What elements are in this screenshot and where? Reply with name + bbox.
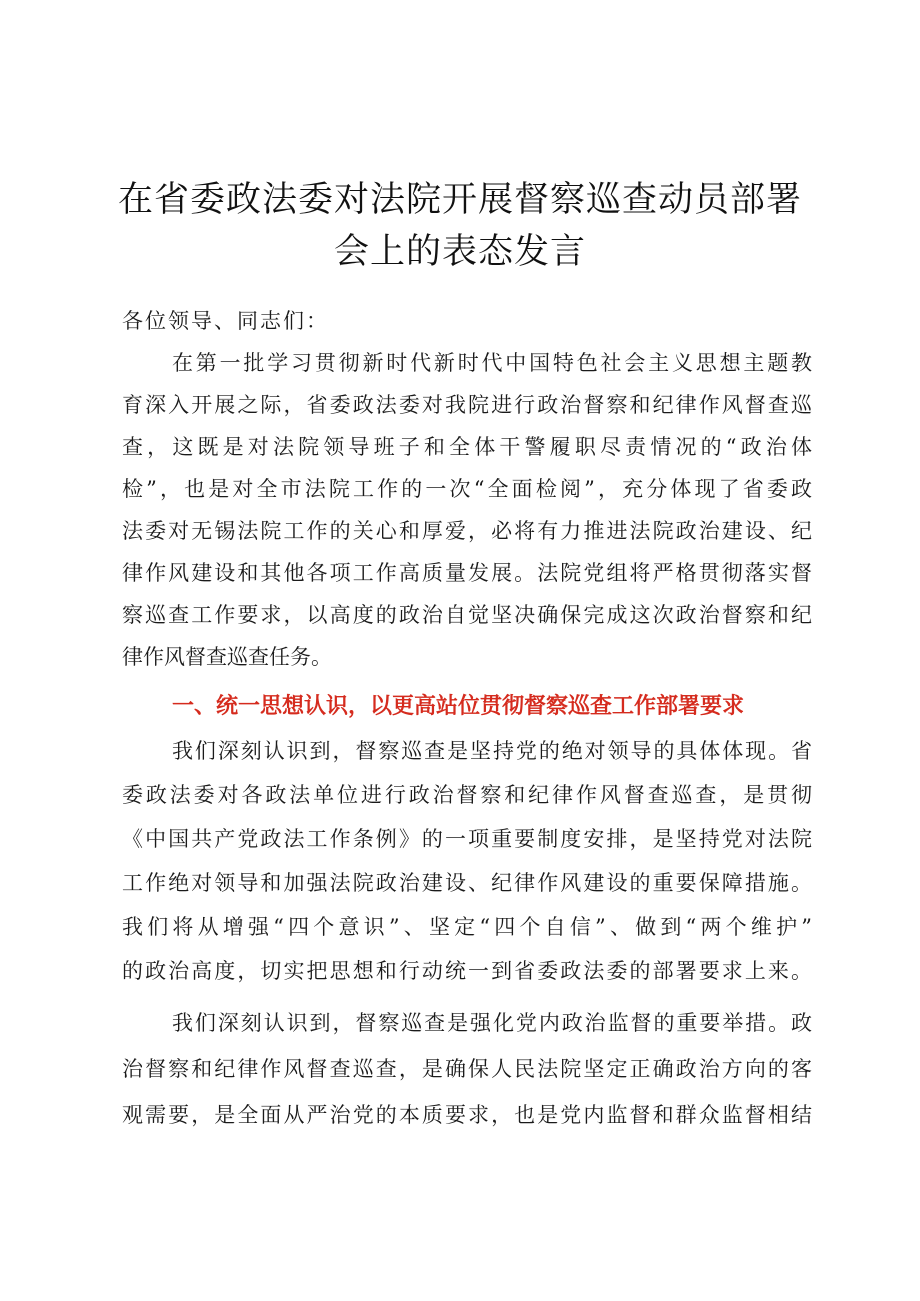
paragraph-2-line: 委政法委对各政法单位进行政治督察和纪律作风督查巡查，是贯彻: [122, 783, 812, 807]
section-heading-1: 一、统一思想认识，以更高站位贯彻督察巡查工作部署要求: [172, 694, 745, 719]
paragraph-2-line: 工作绝对领导和加强法院政治建设、纪律作风建设的重要保障措施。: [122, 871, 812, 895]
paragraph-2-line: 我们将从增强“四个意识”、坚定“四个自信”、做到“两个维护”: [122, 915, 812, 939]
paragraph-1-line: 察巡查工作要求，以高度的政治自觉坚决确保完成这次政治督察和纪: [122, 603, 812, 627]
document-title-line-1: 在省委政法委对法院开展督察巡查动员部署: [117, 180, 802, 220]
paragraph-3-line: 治督察和纪律作风督查巡查，是确保人民法院坚定正确政治方向的客: [122, 1057, 812, 1081]
paragraph-2-line: 的政治高度，切实把思想和行动统一到省委政法委的部署要求上来。: [122, 959, 812, 983]
paragraph-1-line: 检”，也是对全市法院工作的一次“全面检阅”，充分体现了省委政: [122, 477, 812, 501]
paragraph-1-line: 育深入开展之际，省委政法委对我院进行政治督察和纪律作风督查巡: [122, 393, 812, 417]
paragraph-2-line: 我们深刻认识到，督察巡查是坚持党的绝对领导的具体体现。省: [172, 739, 812, 763]
paragraph-1-line: 律作风建设和其他各项工作高质量发展。法院党组将严格贯彻落实督: [122, 561, 812, 585]
paragraph-1-line: 律作风督查巡查任务。: [122, 645, 332, 669]
document-title-line-2: 会上的表态发言: [333, 232, 586, 272]
paragraph-3-line: 观需要，是全面从严治党的本质要求，也是党内监督和群众监督相结: [122, 1103, 812, 1127]
paragraph-1-line: 查，这既是对法院领导班子和全体干警履职尽责情况的“政治体: [122, 435, 812, 459]
paragraph-1-line: 在第一批学习贯彻新时代新时代中国特色社会主义思想主题教: [172, 351, 812, 375]
paragraph-2-line: 《中国共产党政法工作条例》的一项重要制度安排，是坚持党对法院: [122, 827, 812, 851]
salutation: 各位领导、同志们：: [122, 309, 329, 333]
paragraph-3-line: 我们深刻认识到，督察巡查是强化党内政治监督的重要举措。政: [172, 1011, 812, 1035]
paragraph-1-line: 法委对无锡法院工作的关心和厚爱，必将有力推进法院政治建设、纪: [122, 519, 812, 543]
